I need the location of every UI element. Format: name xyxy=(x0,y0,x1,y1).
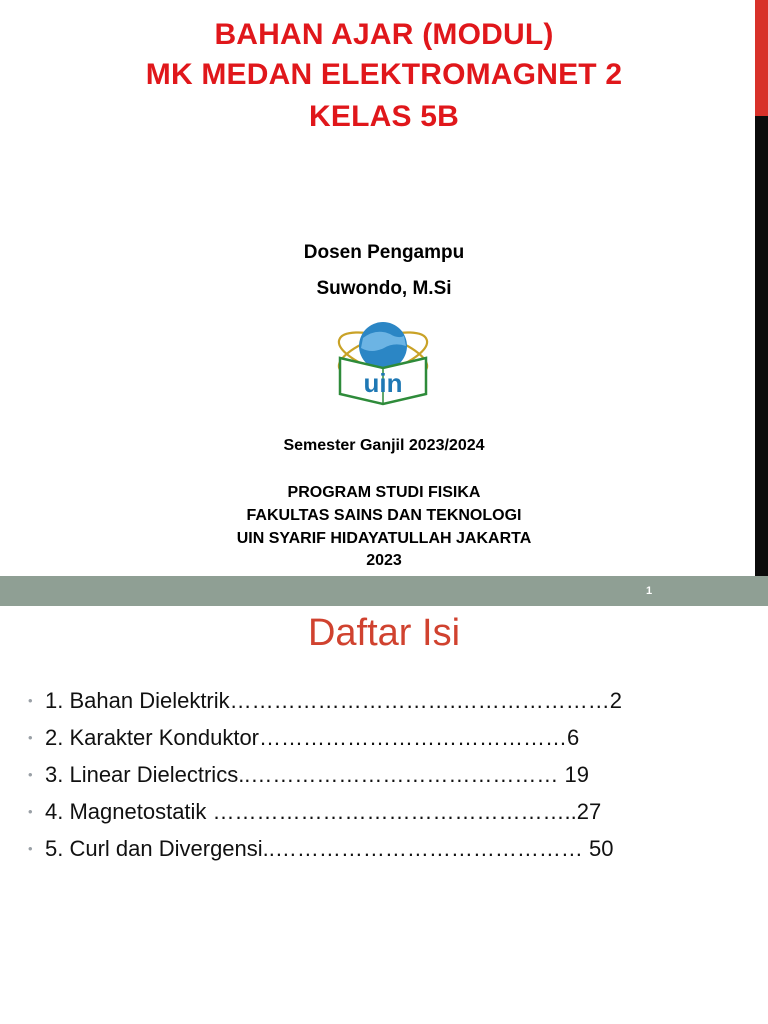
program-line-4: 2023 xyxy=(366,552,402,569)
table-of-contents-title: Daftar Isi xyxy=(307,612,461,654)
toc-item xyxy=(28,756,622,793)
bullet-dot-icon: • xyxy=(28,804,33,819)
module-title-line-3: KELAS 5B xyxy=(309,100,459,133)
toc-item xyxy=(28,682,622,719)
toc-item-text: 4. Magnetostatik …………………………………………..27 xyxy=(45,798,602,824)
slide-footer-band xyxy=(0,576,768,606)
program-line-3: UIN SYARIF HIDAYATULLAH JAKARTA xyxy=(236,530,532,547)
module-title-line-1: BAHAN AJAR (MODUL) xyxy=(214,18,554,51)
bullet-dot-icon: • xyxy=(28,730,33,745)
page-number: 1 xyxy=(646,585,653,597)
program-line-2: FAKULTAS SAINS DAN TEKNOLOGI xyxy=(246,507,522,524)
toc-item-text: 2. Karakter Konduktor……………………………………6 xyxy=(45,724,580,750)
bullet-dot-icon: • xyxy=(28,767,33,782)
logo-text: uin xyxy=(363,368,403,398)
bullet-dot-icon: • xyxy=(28,693,33,708)
lecturer-name: Suwondo, M.Si xyxy=(316,278,452,299)
uin-logo-icon xyxy=(332,312,434,408)
lecturer-label: Dosen Pengampu xyxy=(303,242,465,263)
toc-item xyxy=(28,719,622,756)
bullet-dot-icon: • xyxy=(28,841,33,856)
toc-item-text: 3. Linear Dielectrics..…………………………………… 19 xyxy=(45,761,589,787)
table-of-contents-list xyxy=(28,682,622,867)
toc-item-text: 5. Curl dan Divergensi..…………………………………… 50 xyxy=(45,835,614,861)
semester-label: Semester Ganjil 2023/2024 xyxy=(283,437,485,454)
toc-item-text: 1. Bahan Dielektrik………………………….…………………2 xyxy=(45,687,622,713)
toc-item xyxy=(28,830,622,867)
module-title-line-2: MK MEDAN ELEKTROMAGNET 2 xyxy=(145,58,623,91)
toc-item xyxy=(28,793,622,830)
program-line-1: PROGRAM STUDI FISIKA xyxy=(287,484,481,501)
